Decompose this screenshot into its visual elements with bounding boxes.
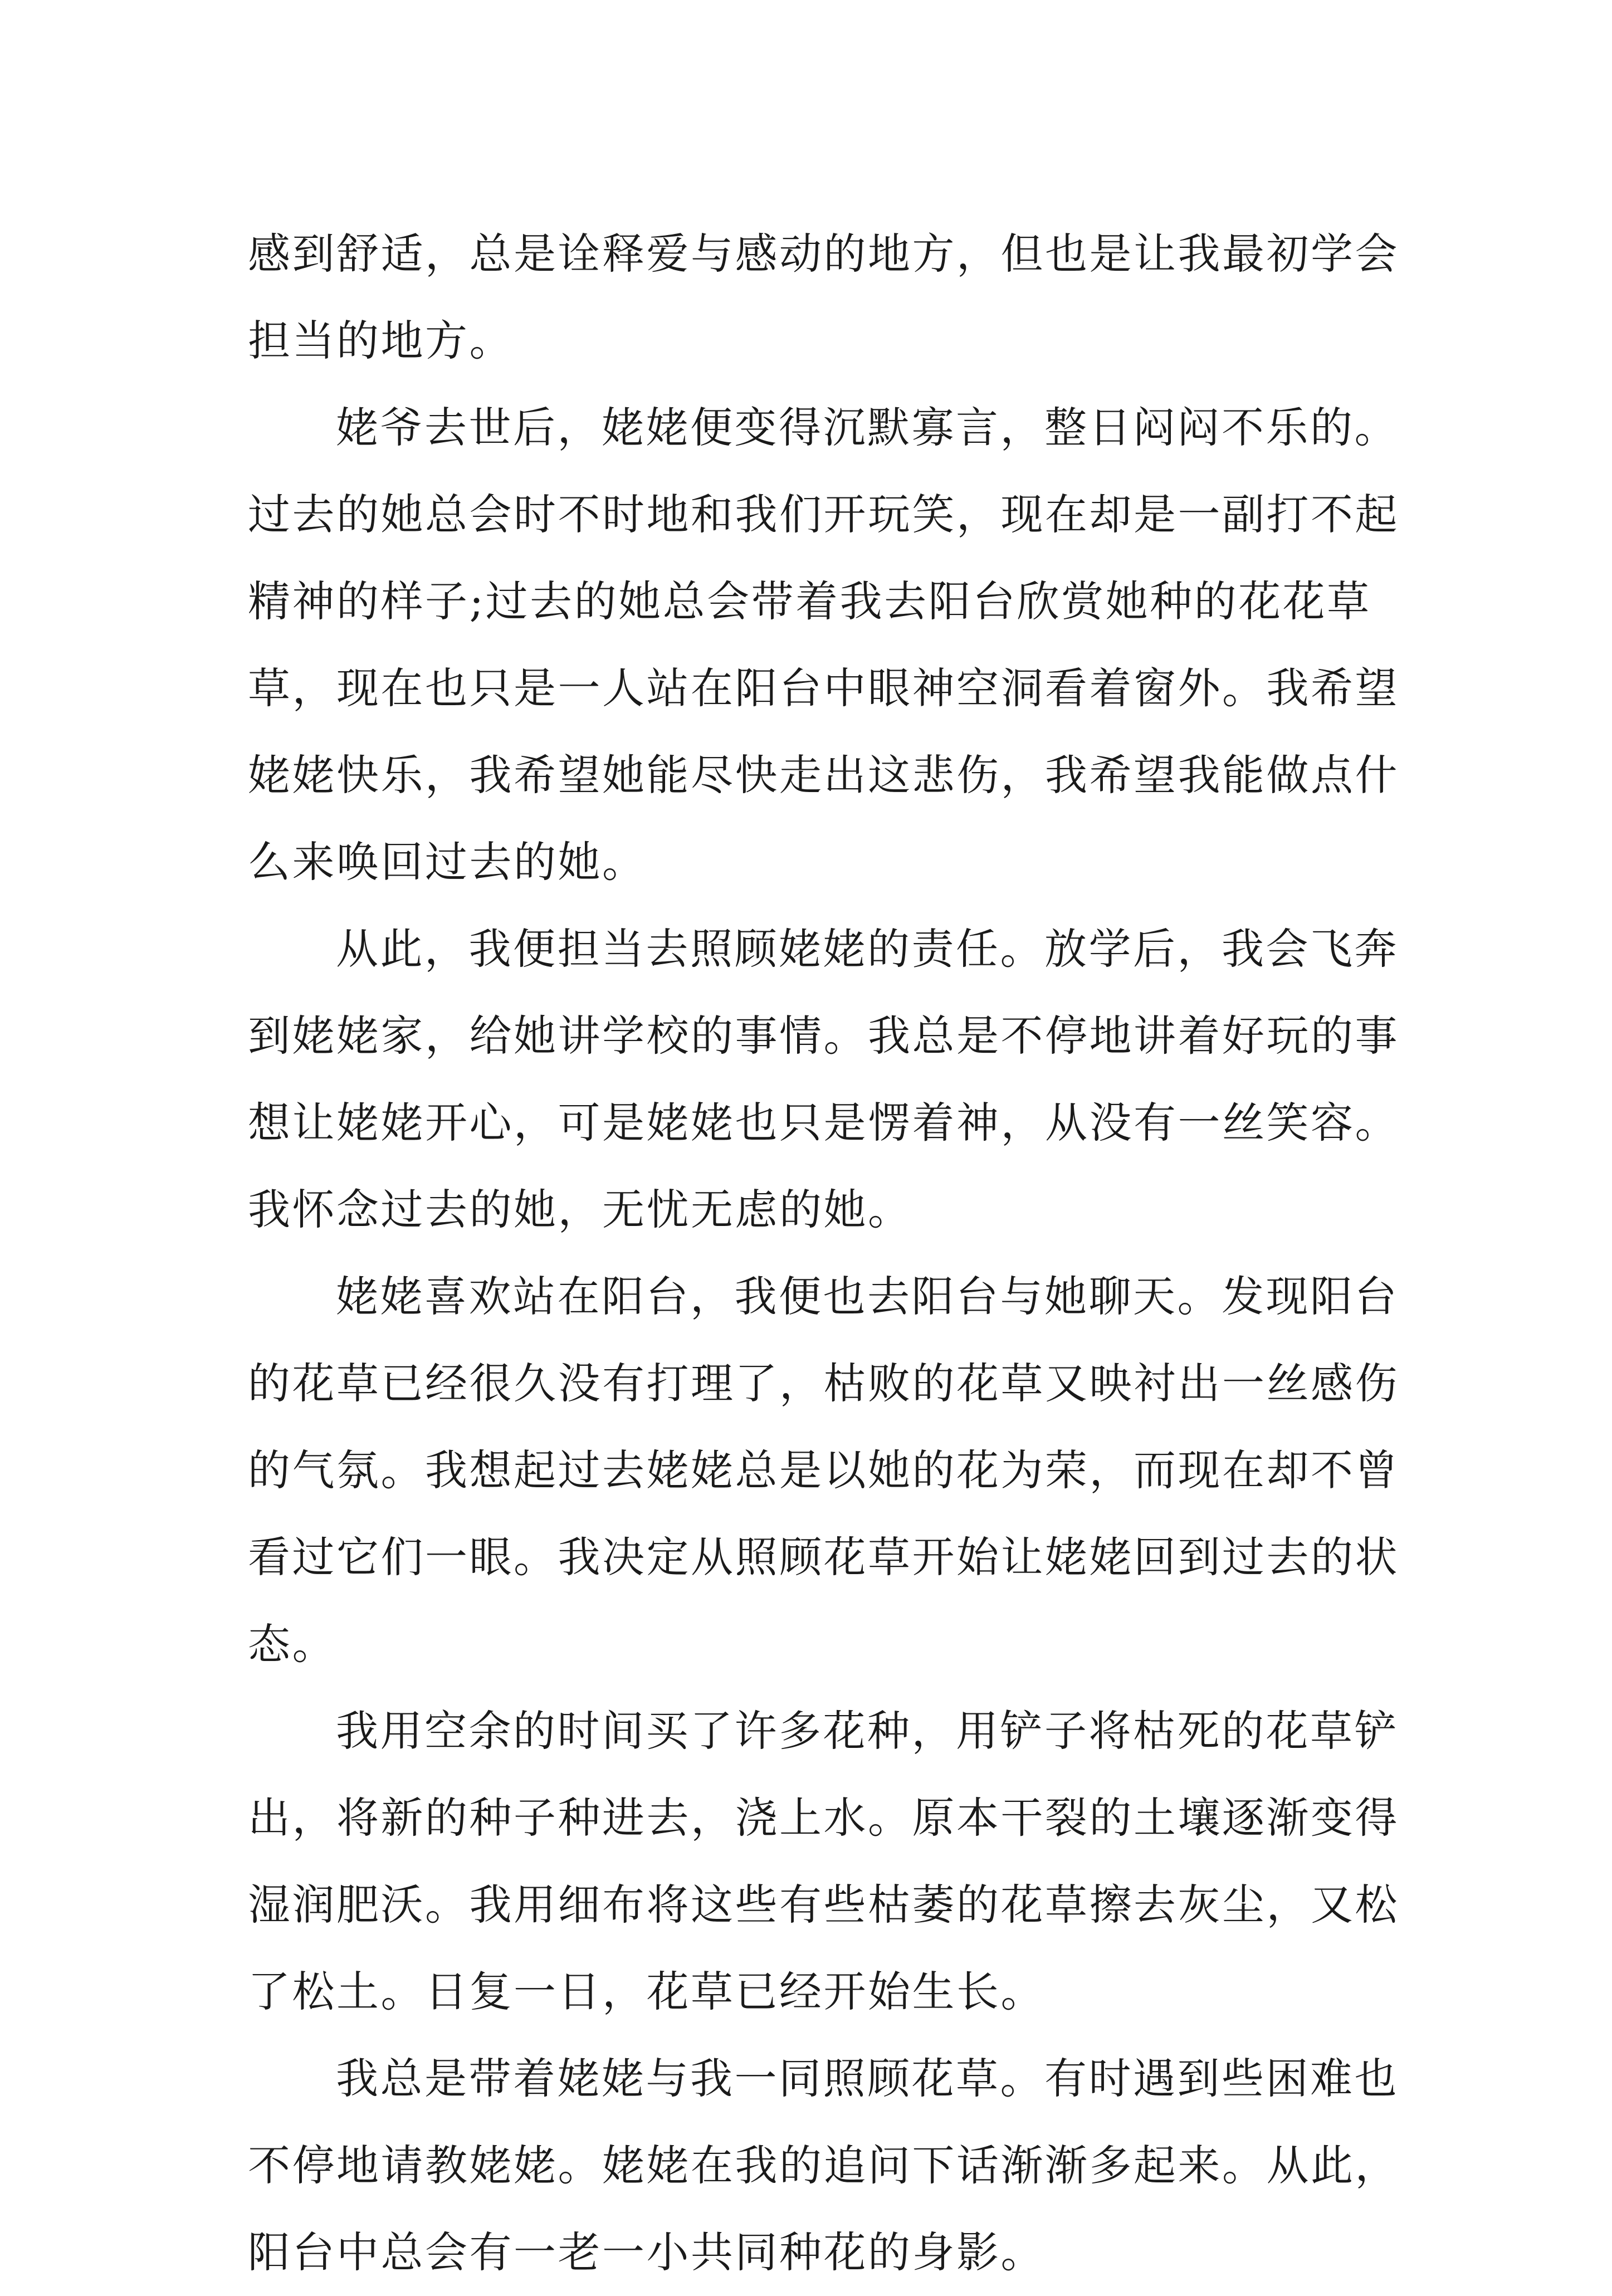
text-line: 态。 [248,1619,336,1669]
text-line: 出，将新的种子种进去，浇上水。原本干裂的土壤逐渐变得 [248,1793,1399,1843]
text-line: 从此，我便担当去照顾姥姥的责任。放学后，我会飞奔 [336,924,1399,974]
text-line: 不停地请教姥姥。姥姥在我的追问下话渐渐多起来。从此， [248,2141,1399,2190]
text-line: 的气氛。我想起过去姥姥总是以她的花为荣，而现在却不曾 [248,1445,1399,1495]
text-line: 想让姥姥开心，可是姥姥也只是愣着神，从没有一丝笑容。 [248,1098,1399,1147]
text-line: 我总是带着姥姥与我一同照顾花草。有时遇到些困难也 [336,2054,1399,2103]
text-line: 担当的地方。 [248,316,514,365]
text-line: 湿润肥沃。我用细布将这些有些枯萎的花草擦去灰尘，又松 [248,1880,1399,1929]
text-line: 姥姥快乐，我希望她能尽快走出这悲伤，我希望我能做点什 [248,750,1399,800]
text-line: 么来唤回过去的她。 [248,837,647,887]
text-line: 我怀念过去的她，无忧无虑的她。 [248,1185,912,1234]
text-line: 感到舒适，总是诠释爱与感动的地方，但也是让我最初学会 [248,229,1399,279]
text-line: 精神的样子;过去的她总会带着我去阳台欣赏她种的花花草 [248,577,1371,626]
text-line: 到姥姥家，给她讲学校的事情。我总是不停地讲着好玩的事 [248,1011,1399,1061]
text-line: 了松土。日复一日，花草已经开始生长。 [248,1967,1045,2016]
text-line: 姥姥喜欢站在阳台，我便也去阳台与她聊天。发现阳台 [336,1272,1399,1321]
text-line: 看过它们一眼。我决定从照顾花草开始让姥姥回到过去的状 [248,1532,1399,1582]
text-line: 我用空余的时间买了许多花种，用铲子将枯死的花草铲 [336,1706,1399,1756]
text-line: 阳台中总会有一老一小共同种花的身影。 [248,2227,1045,2277]
text-line: 草，现在也只是一人站在阳台中眼神空洞看着窗外。我希望 [248,663,1399,713]
text-line: 的花草已经很久没有打理了，枯败的花草又映衬出一丝感伤 [248,1359,1399,1408]
text-line: 过去的她总会时不时地和我们开玩笑，现在却是一副打不起 [248,490,1399,539]
text-line: 姥爷去世后，姥姥便变得沉默寡言，整日闷闷不乐的。 [336,403,1399,452]
body-text [248,211,1418,2296]
